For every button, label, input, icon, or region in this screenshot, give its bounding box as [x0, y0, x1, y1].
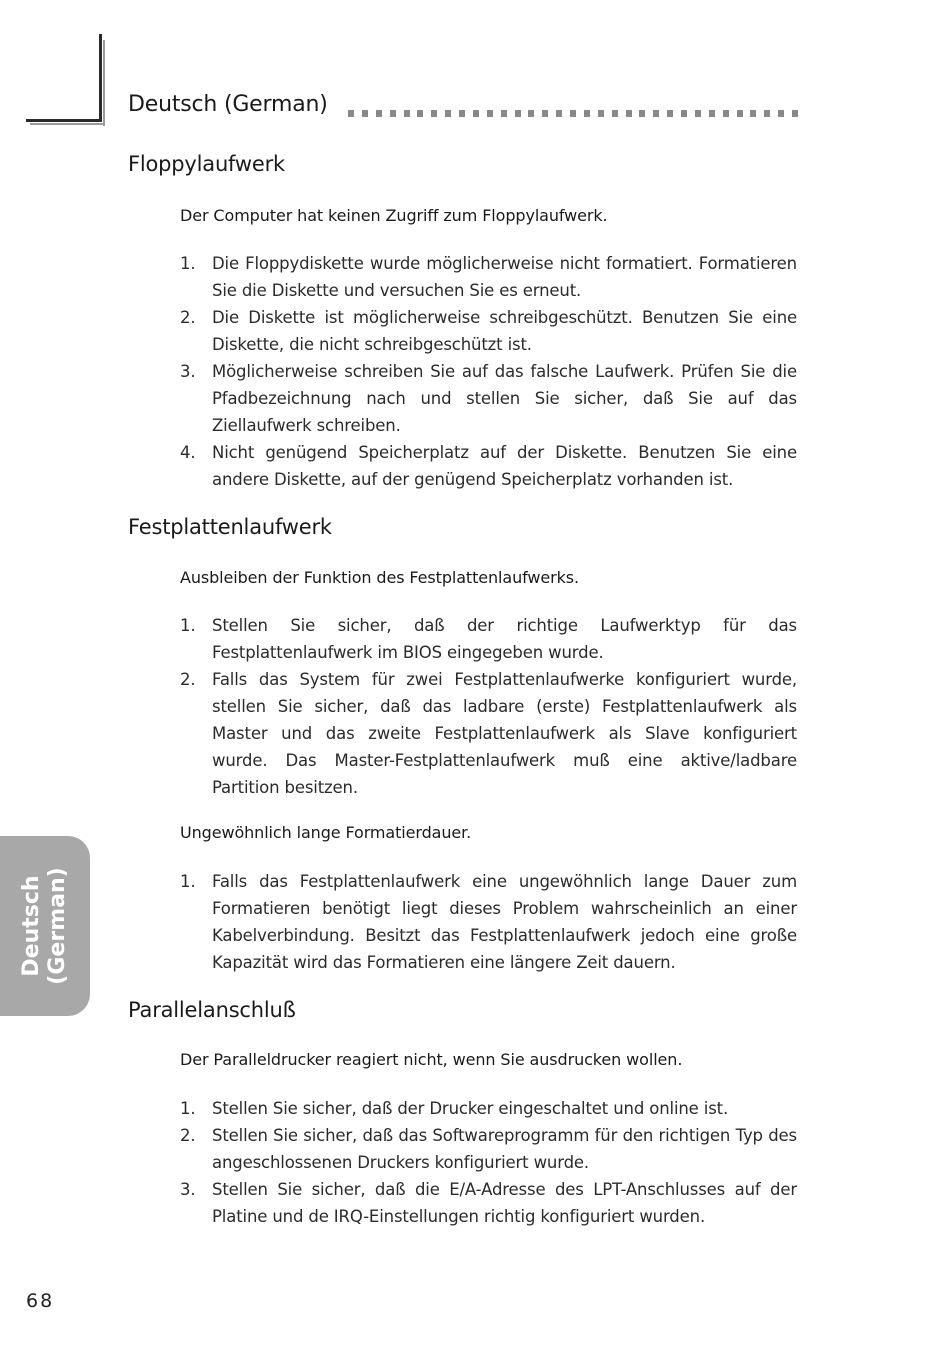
corner-mark-horizontal	[26, 119, 102, 122]
list-item	[180, 1176, 797, 1230]
rule-dot	[431, 110, 437, 117]
rule-dot	[473, 110, 479, 117]
corner-mark-vertical	[99, 34, 102, 122]
rule-dot	[626, 110, 632, 117]
rule-dot	[612, 110, 618, 117]
page-number: 68	[26, 1290, 55, 1312]
rule-dot	[515, 110, 521, 117]
list-number: 2.	[180, 308, 196, 327]
rule-dot	[639, 110, 645, 117]
rule-dot	[556, 110, 562, 117]
list-number: 2.	[180, 670, 196, 689]
list-text: Die Floppydiskette wurde möglicherweise nicht formatiert. Formatieren Sie die Diskette und versuchen Sie es erneut.	[212, 254, 797, 300]
list-number: 1.	[180, 254, 196, 273]
list-number: 2.	[180, 1126, 196, 1145]
rule-dot	[598, 110, 604, 117]
list-text: Stellen Sie sicher, daß der Drucker eingeschaltet und online ist.	[212, 1099, 729, 1118]
rule-dot	[737, 110, 743, 117]
rule-dot	[709, 110, 715, 117]
rule-dot	[667, 110, 673, 117]
list-number: 3.	[180, 1180, 196, 1199]
rule-dot	[487, 110, 493, 117]
rule-dot	[362, 110, 368, 117]
chapter-title: Deutsch (German)	[128, 92, 328, 117]
list-item	[180, 612, 797, 666]
section-title-harddisk: Festplattenlaufwerk	[128, 515, 332, 539]
side-tab-line2: (German)	[45, 867, 70, 985]
section-title-parallel: Parallelanschluß	[128, 998, 296, 1022]
rule-dot	[778, 110, 784, 117]
harddisk-list	[180, 612, 797, 801]
rule-dot	[528, 110, 534, 117]
rule-dot	[792, 110, 798, 117]
list-text: Nicht genügend Speicherplatz auf der Diskette. Benutzen Sie eine andere Diskette, auf der genügend Speicherplatz vorhanden ist.	[212, 443, 797, 489]
list-item	[180, 439, 797, 493]
rule-dot	[695, 110, 701, 117]
rule-dot	[501, 110, 507, 117]
list-number: 1.	[180, 616, 196, 635]
rule-dot	[348, 110, 354, 117]
rule-dot	[376, 110, 382, 117]
rule-dot	[390, 110, 396, 117]
rule-dot	[723, 110, 729, 117]
section-title-floppy: Floppylaufwerk	[128, 152, 285, 176]
list-number: 3.	[180, 362, 196, 381]
list-item	[180, 666, 797, 801]
rule-dot	[417, 110, 423, 117]
list-item	[180, 868, 797, 976]
list-number: 1.	[180, 1099, 196, 1118]
list-text: Die Diskette ist möglicherweise schreibgeschützt. Benutzen Sie eine Diskette, die nicht schreibgeschützt ist.	[212, 308, 797, 354]
rule-dot	[584, 110, 590, 117]
subsection-heading: Der Paralleldrucker reagiert nicht, wenn Sie ausdrucken wollen.	[180, 1050, 683, 1069]
list-text: Möglicherweise schreiben Sie auf das falsche Laufwerk. Prüfen Sie die Pfadbezeichnung nach und stellen Sie sicher, daß Sie auf das Ziellaufwerk schreiben.	[212, 362, 797, 435]
rule-dot	[653, 110, 659, 117]
list-text: Falls das Festplattenlaufwerk eine ungewöhnlich lange Dauer zum Formatieren benötigt liegt dieses Problem wahrscheinlich an einer Kabelverbindung. Besitzt das Festplattenlaufwerk jedoch eine große Kapazität wird das Formatieren eine längere Zeit dauern.	[212, 872, 797, 972]
subsection-heading: Ausbleiben der Funktion des Festplattenlaufwerks.	[180, 568, 579, 587]
list-item	[180, 1122, 797, 1176]
corner-mark-vertical-shadow	[103, 40, 105, 126]
list-number: 1.	[180, 872, 196, 891]
side-tab-line1: Deutsch	[19, 875, 44, 977]
rule-dot	[681, 110, 687, 117]
list-item	[180, 1095, 797, 1122]
rule-dot	[445, 110, 451, 117]
list-text: Stellen Sie sicher, daß das Softwareprogramm für den richtigen Typ des angeschlossenen Druckers konfiguriert wurde.	[212, 1126, 797, 1172]
rule-dot	[570, 110, 576, 117]
subsection-heading: Ungewöhnlich lange Formatierdauer.	[180, 823, 472, 842]
subsection-heading: Der Computer hat keinen Zugriff zum Floppylaufwerk.	[180, 206, 608, 225]
side-tab-label	[19, 867, 71, 984]
list-number: 4.	[180, 443, 196, 462]
parallel-list	[180, 1095, 797, 1230]
list-text: Stellen Sie sicher, daß die E/A-Adresse des LPT-Anschlusses auf der Platine und de IRQ-Einstellungen richtig konfiguriert wurden.	[212, 1180, 797, 1226]
rule-dot	[750, 110, 756, 117]
header-dot-rule	[348, 110, 798, 118]
list-text: Stellen Sie sicher, daß der richtige Laufwerktyp für das Festplattenlaufwerk im BIOS eingegeben wurde.	[212, 616, 797, 662]
floppy-list	[180, 250, 797, 493]
list-item	[180, 358, 797, 439]
format-list	[180, 868, 797, 976]
rule-dot	[404, 110, 410, 117]
rule-dot	[459, 110, 465, 117]
list-text: Falls das System für zwei Festplattenlaufwerke konfiguriert wurde, stellen Sie sicher, daß das ladbare (erste) Festplattenlaufwerk als Master und das zweite Festplattenlaufwerk als Slave konfiguriert wurde. Das Master-Festplattenlaufwerk muß eine aktive/ladbare Partition besitzen.	[212, 670, 797, 797]
list-item	[180, 304, 797, 358]
corner-mark-horizontal-shadow	[30, 123, 105, 125]
list-item	[180, 250, 797, 304]
rule-dot	[542, 110, 548, 117]
rule-dot	[764, 110, 770, 117]
